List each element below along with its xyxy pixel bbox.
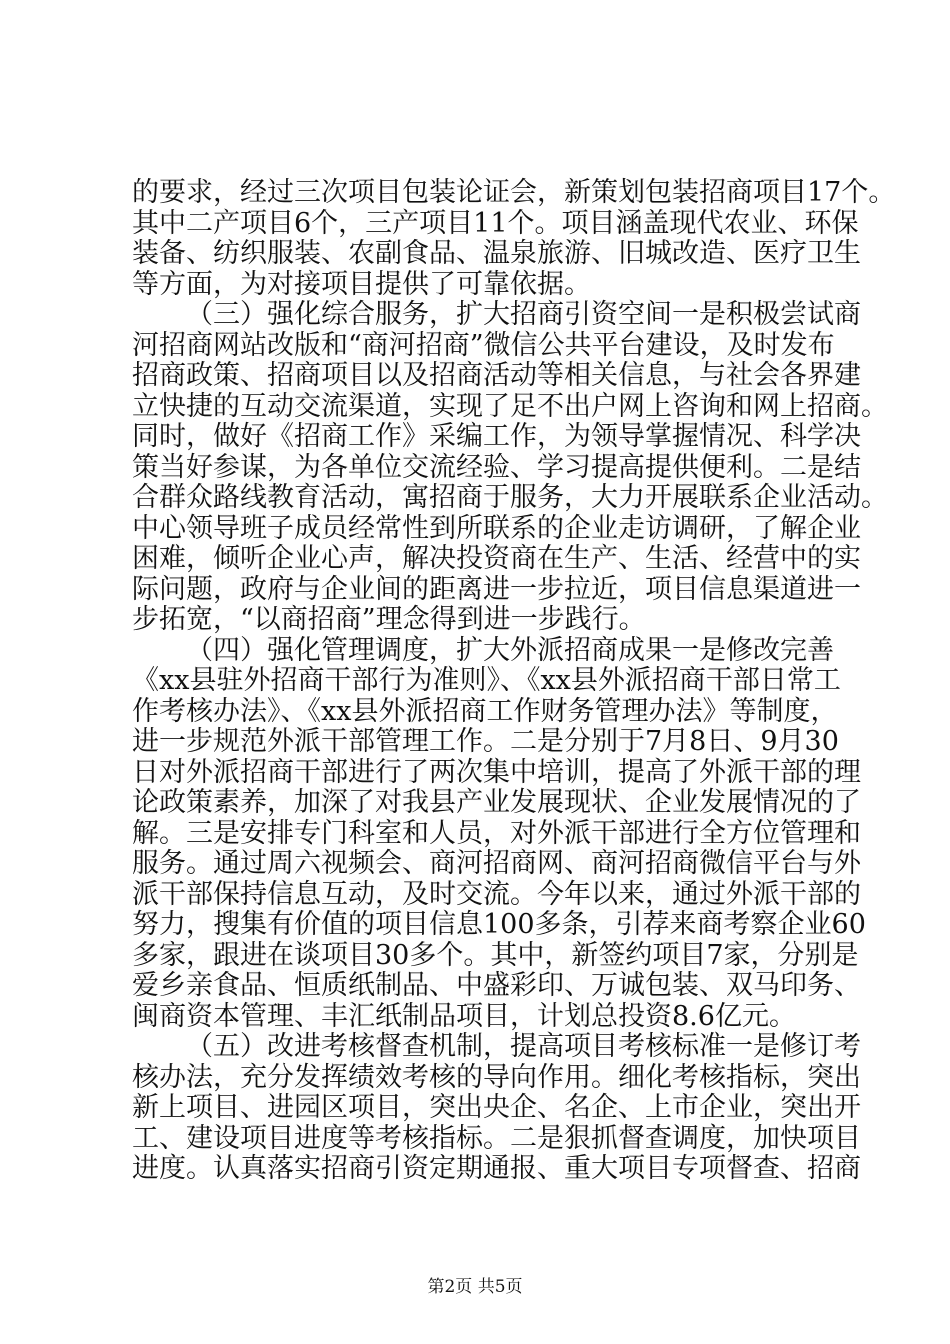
text-line: 《xx县驻外招商干部行为准则》、《xx县外派招商干部日常工 xyxy=(132,665,841,696)
text-line: 工、建设项目进度等考核指标。二是狠抓督查调度，加快项目 xyxy=(132,1123,861,1154)
text-line: 日对外派招商干部进行了两次集中培训，提高了外派干部的理 xyxy=(132,757,861,788)
text-line: 多家，跟进在谈项目30多个。其中，新签约项目7家，分别是 xyxy=(132,940,859,971)
text-line: 论政策素养，加深了对我县产业发展现状、企业发展情况的了 xyxy=(132,787,861,818)
text-line: 策当好参谋，为各单位交流经验、学习提高提供便利。二是结 xyxy=(132,452,861,483)
text-line: 闽商资本管理、丰汇纸制品项目，计划总投资8.6亿元。 xyxy=(132,1001,796,1032)
text-line: （四）强化管理调度，扩大外派招商成果一是修改完善 xyxy=(186,635,834,666)
text-line: 装备、纺织服装、农副食品、温泉旅游、旧城改造、医疗卫生 xyxy=(132,238,861,269)
text-line: 进度。认真落实招商引资定期通报、重大项目专项督查、招商 xyxy=(132,1153,861,1184)
text-line: 核办法，充分发挥绩效考核的导向作用。细化考核指标，突出 xyxy=(132,1062,861,1093)
text-line: 际问题，政府与企业间的距离进一步拉近，项目信息渠道进一 xyxy=(132,574,861,605)
text-line: （三）强化综合服务，扩大招商引资空间一是积极尝试商 xyxy=(186,299,861,330)
text-line: 立快捷的互动交流渠道，实现了足不出户网上咨询和网上招商。 xyxy=(132,391,888,422)
text-line: （五）改进考核督查机制，提高项目考核标准一是修订考 xyxy=(186,1031,861,1062)
text-line: 中心领导班子成员经常性到所联系的企业走访调研，了解企业 xyxy=(132,513,861,544)
text-line: 同时，做好《招商工作》采编工作，为领导掌握情况、科学决 xyxy=(132,421,861,452)
text-line: 努力，搜集有价值的项目信息100多条，引荐来商考察企业60 xyxy=(132,909,866,940)
text-line: 其中二产项目6个，三产项目11个。项目涵盖现代农业、环保 xyxy=(132,208,859,239)
text-line: 河招商网站改版和“商河招商”微信公共平台建设，及时发布 xyxy=(132,330,835,361)
text-line: 派干部保持信息互动，及时交流。今年以来，通过外派干部的 xyxy=(132,879,861,910)
text-line: 进一步规范外派干部管理工作。二是分别于7月8日、9月30 xyxy=(132,726,839,757)
text-line: 的要求，经过三次项目包装论证会，新策划包装招商项目17个。 xyxy=(132,177,896,208)
text-line: 解。三是安排专门科室和人员，对外派干部进行全方位管理和 xyxy=(132,818,861,849)
text-line: 爱乡亲食品、恒质纸制品、中盛彩印、万诚包装、双马印务、 xyxy=(132,970,861,1001)
text-line: 服务。通过周六视频会、商河招商网、商河招商微信平台与外 xyxy=(132,848,861,879)
text-line: 合群众路线教育活动，寓招商于服务，大力开展联系企业活动。 xyxy=(132,482,888,513)
page-number-footer: 第2页 共5页 xyxy=(427,1277,523,1297)
text-line: 作考核办法》、《xx县外派招商工作财务管理办法》等制度， xyxy=(132,696,838,727)
text-line: 困难，倾听企业心声，解决投资商在生产、生活、经营中的实 xyxy=(132,543,861,574)
text-line: 招商政策、招商项目以及招商活动等相关信息，与社会各界建 xyxy=(132,360,861,391)
text-line: 新上项目、进园区项目，突出央企、名企、上市企业，突出开 xyxy=(132,1092,861,1123)
text-line: 步拓宽，“以商招商”理念得到进一步践行。 xyxy=(132,604,646,635)
text-line: 等方面，为对接项目提供了可靠依据。 xyxy=(132,269,591,300)
